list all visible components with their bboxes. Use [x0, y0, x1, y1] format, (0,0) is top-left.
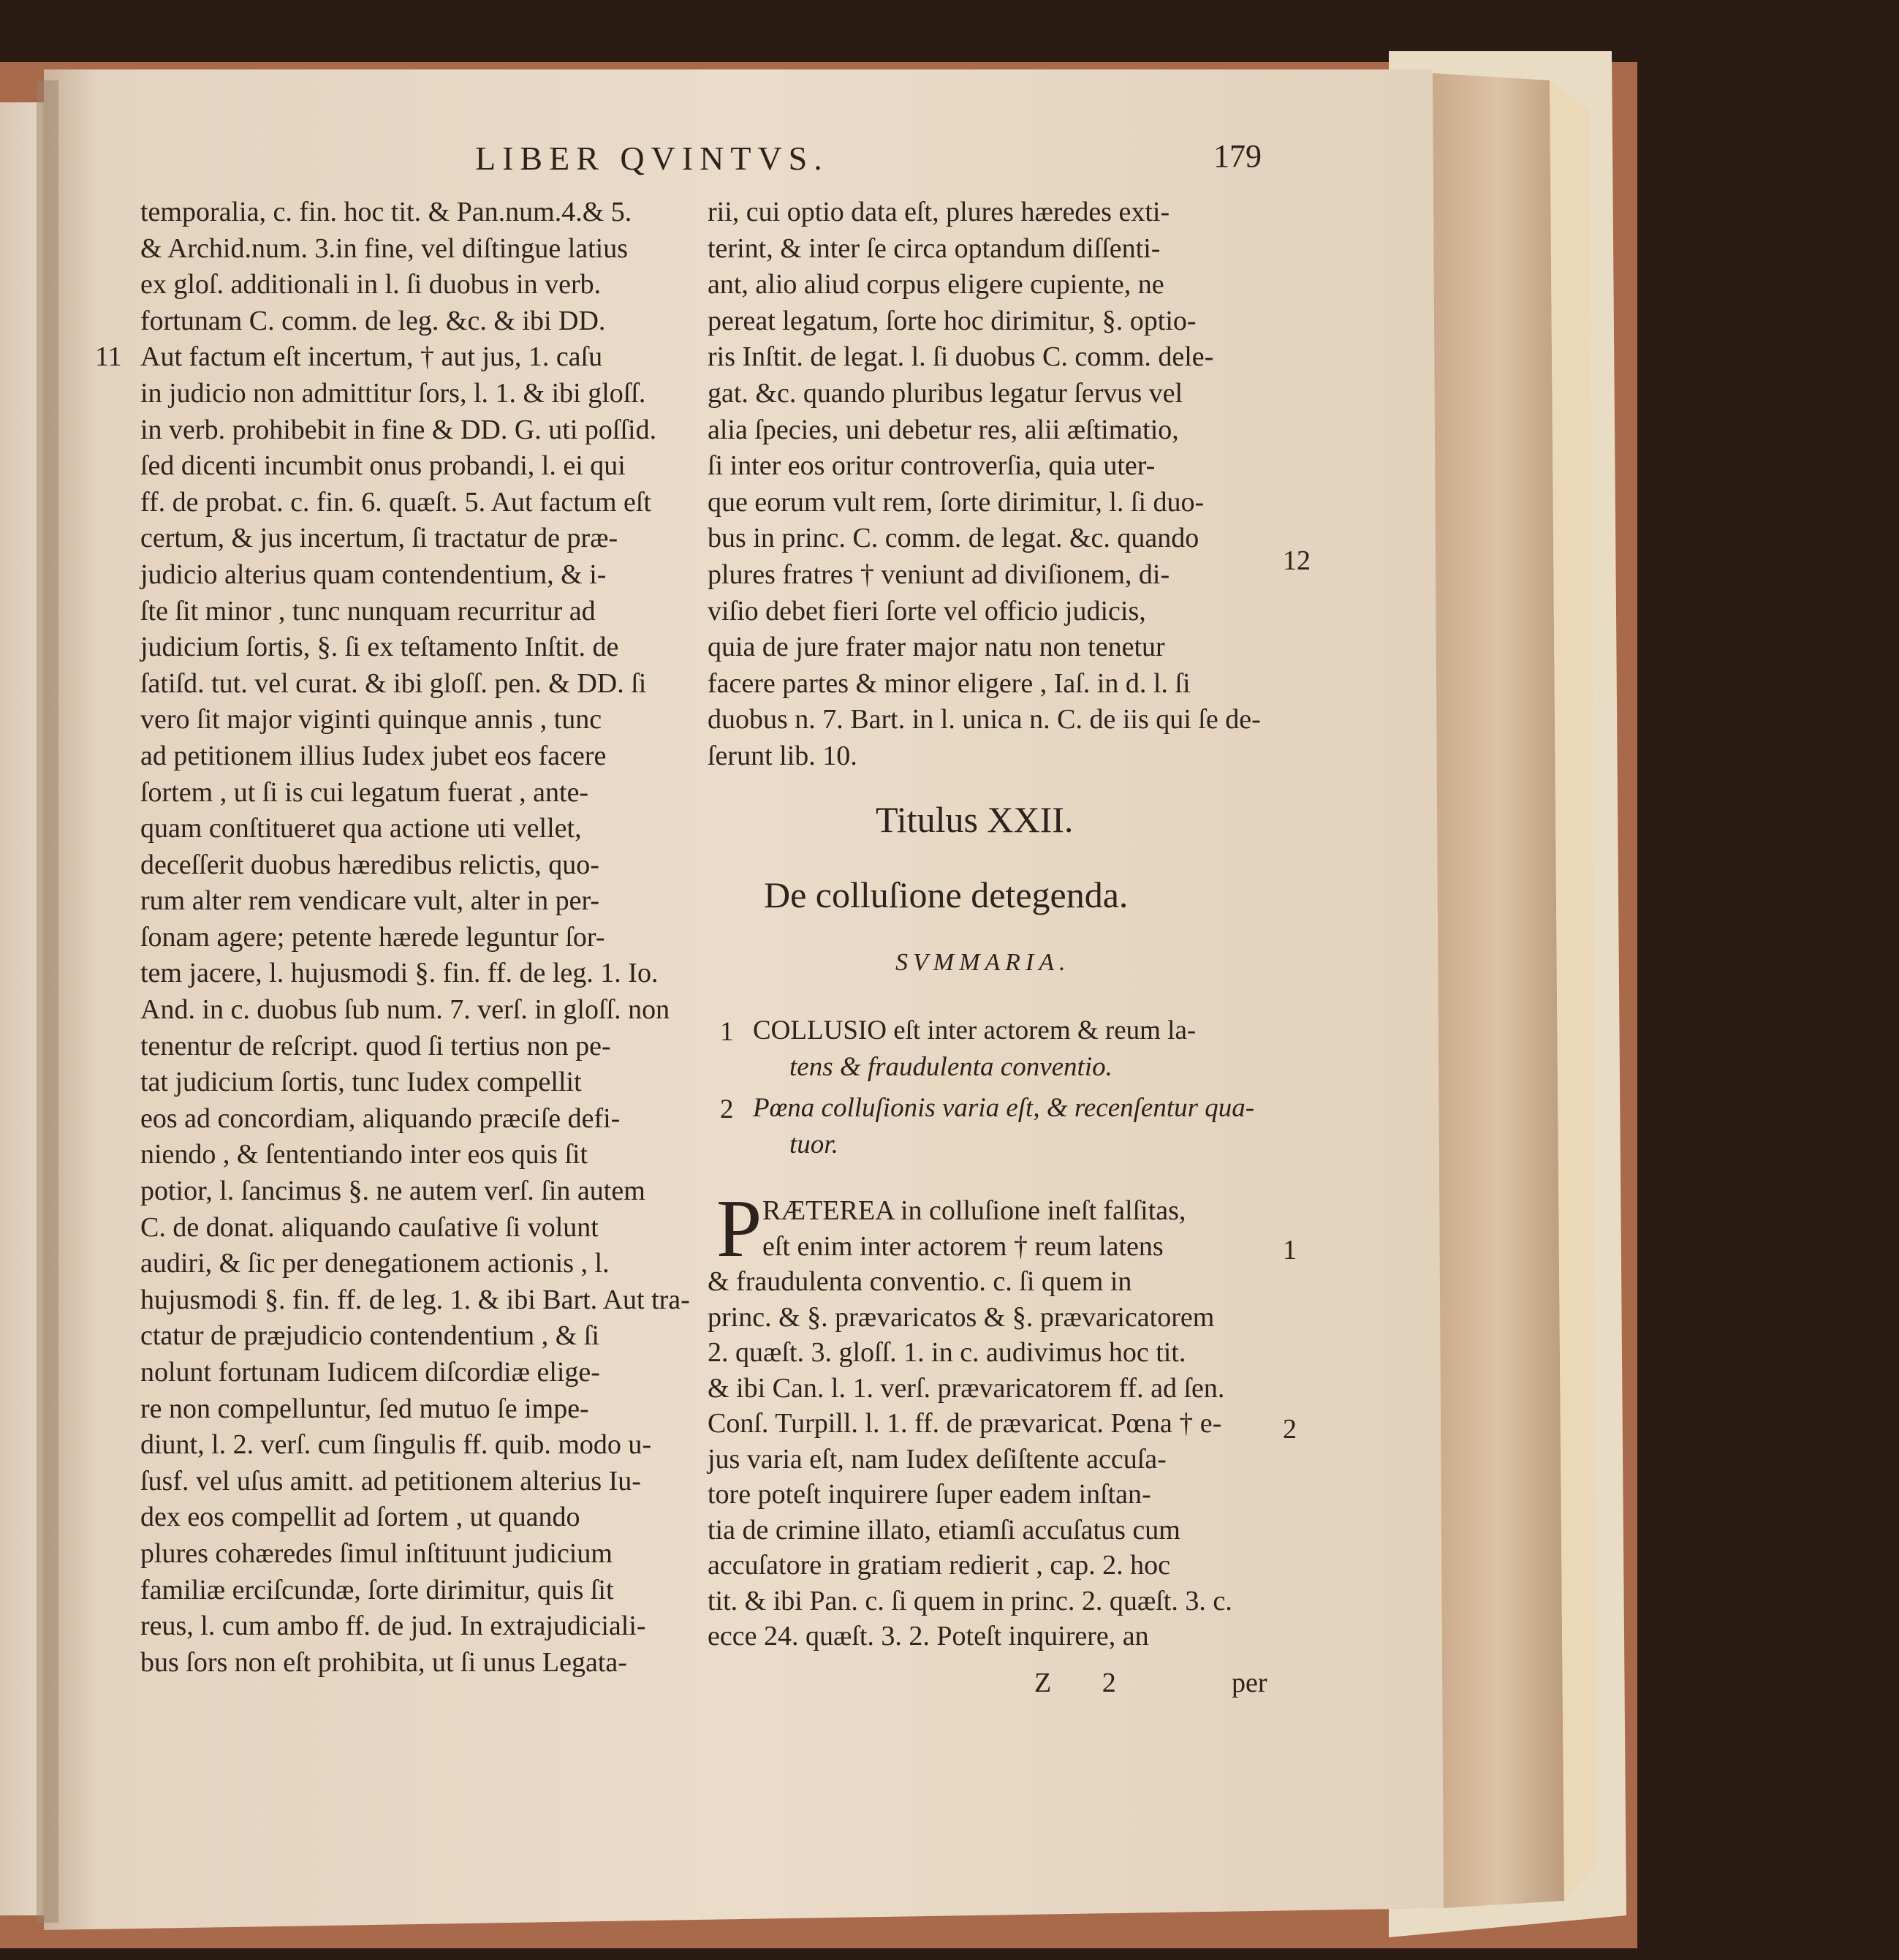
drop-capital: P [716, 1184, 762, 1274]
text-line: & ibi Can. l. 1. verſ. prævaricatorem ff. ad ſen. [708, 1372, 1225, 1404]
text-line: que eorum vult rem, ſorte dirimitur, l. ſi duo- [708, 486, 1205, 518]
text-line: tenentur de reſcript. quod ſi tertius non pe- [140, 1030, 611, 1062]
text-line: ris Inſtit. de legat. l. ſi duobus C. comm. dele- [708, 341, 1214, 373]
margin-number-1: 1 [1283, 1235, 1297, 1265]
text-line: temporalia, c. fin. hoc tit. & Pan.num.4.& 5. [140, 197, 632, 227]
text-line: facere partes & minor eligere , Iaſ. in d. l. ſi [708, 667, 1191, 699]
signature-mark: Z 2 [1034, 1668, 1138, 1698]
text-line: eos ad concordiam, aliquando præciſe defi- [140, 1102, 621, 1134]
text-line: tore poteſt inquirere ſuper eadem inſtan- [708, 1479, 1151, 1510]
running-head: LIBER QVINTVS. [475, 140, 829, 177]
summaria-heading: SVMMARIA. [895, 949, 1071, 976]
text-line: accuſatore in gratiam redierit , cap. 2. hoc [708, 1550, 1171, 1581]
margin-number-12: 12 [1283, 545, 1311, 576]
text-line: ſonam agere; petente hærede leguntur ſor- [140, 921, 605, 953]
page-number: 179 [1213, 138, 1262, 174]
text-line: alia ſpecies, uni debetur res, alii æſtimatio, [708, 414, 1179, 445]
text-line: tia de crimine illato, etiamſi accuſatus cum [708, 1514, 1180, 1545]
text-line: RÆTEREA in colluſione ineſt falſitas, [762, 1195, 1186, 1226]
text-line: in judicio non admittitur ſors, l. 1. & ibi gloſſ. [140, 377, 646, 409]
text-line: tit. & ibi Pan. c. ſi quem in princ. 2. quæſt. 3. c. [708, 1585, 1232, 1616]
text-line: judicio alterius quam contendentium, & i- [140, 559, 607, 590]
margin-number-11: 11 [95, 341, 122, 372]
text-line: quia de jure frater major natu non tenetur [708, 632, 1165, 663]
text-line: duobus n. 7. Bart. in l. unica n. C. de iis qui ſe de- [708, 704, 1261, 735]
text-line: reus, l. cum ambo ff. de jud. In extrajudiciali- [140, 1611, 646, 1642]
text-line: judicium ſortis, §. ſi ex teſtamento Inſtit. de [140, 632, 619, 663]
text-line: audiri, & ſic per denegationem actionis , l. [140, 1248, 610, 1279]
text-line: plures cohæredes ſimul inſtituunt judicium [140, 1537, 613, 1569]
text-line: jus varia eſt, nam Iudex deſiſtente accuſa- [708, 1443, 1167, 1475]
text-line: nolunt fortunam Iudicem diſcordiæ elige- [140, 1357, 600, 1388]
text-line: potior, l. ſancimus §. ne autem verſ. ſin autem [140, 1176, 645, 1207]
text-line: ecce 24. quæſt. 3. 2. Poteſt inquirere, an [708, 1621, 1149, 1651]
text-line: quam conſtitueret qua actione uti vellet, [140, 813, 582, 844]
text-line: diunt, l. 2. verſ. cum ſingulis ff. quib. modo u- [140, 1429, 652, 1461]
summary-item-number: 1 [720, 1017, 734, 1047]
text-line: bus ſors non eſt prohibita, ut ſi unus Legata- [140, 1646, 627, 1678]
text-line: Conſ. Turpill. l. 1. ff. de prævaricat. Pœna † e- [708, 1408, 1222, 1439]
summary-item-text: COLLUSIO eſt inter actorem & reum la- [753, 1015, 1197, 1045]
text-line: plures fratres † veniunt ad diviſionem, di- [708, 559, 1170, 590]
text-line: viſio debet fieri ſorte vel officio judicis, [708, 595, 1146, 627]
text-line: re non compelluntur, ſed mutuo ſe impe- [140, 1393, 589, 1424]
body-text [708, 1193, 1278, 1654]
text-line: ant, alio aliud corpus eligere cupiente, ne [708, 269, 1164, 300]
text-line: ſortem , ut ſi is cui legatum fuerat , ante- [140, 776, 589, 808]
text-line: C. de donat. aliquando cauſative ſi volunt [140, 1211, 599, 1243]
text-line: terint, & inter ſe circa optandum diſſenti- [708, 232, 1161, 264]
title-heading: De colluſione detegenda. [764, 874, 1129, 915]
text-line: ſte ſit minor , tunc nunquam recurritur ad [140, 595, 596, 627]
text-line: 2. quæſt. 3. gloſſ. 1. in c. audivimus hoc tit. [708, 1337, 1186, 1368]
text-line: rum alter rem vendicare vult, alter in per- [140, 885, 600, 917]
margin-number-2: 2 [1283, 1414, 1297, 1445]
text-line: ff. de probat. c. fin. 6. quæſt. 5. Aut factum eſt [140, 486, 651, 518]
text-line: ſed dicenti incumbit onus probandi, l. ei qui [140, 450, 626, 482]
text-line: dex eos compellit ad ſortem , ut quando [140, 1502, 580, 1533]
text-line: And. in c. duobus ſub num. 7. verſ. in gloſſ. non [140, 994, 670, 1026]
right-column-text [708, 194, 1278, 775]
text-line: vero ſit major viginti quinque annis , tunc [140, 704, 602, 735]
text-line: deceſſerit duobus hæredibus relictis, quo- [140, 849, 599, 880]
summary-item-text: tens & fraudulenta conventio. [789, 1052, 1113, 1082]
text-line: ex gloſ. additionali in l. ſi duobus in verb. [140, 269, 602, 300]
summary-item-text: tuor. [789, 1130, 838, 1159]
text-line: gat. &c. quando pluribus legatur ſervus vel [708, 377, 1183, 409]
text-line: fortunam C. comm. de leg. &c. & ibi DD. [140, 305, 606, 336]
text-line: in verb. prohibebit in fine & DD. G. uti poſſid. [140, 414, 657, 445]
text-line: niendo , & ſententiando inter eos quis ſit [140, 1139, 588, 1170]
text-line: ad petitionem illius Iudex jubet eos facere [140, 740, 607, 771]
text-line: ſusf. vel uſus amitt. ad petitionem alterius Iu- [140, 1465, 641, 1497]
text-line: rii, cui optio data eſt, plures hæredes exti- [708, 197, 1170, 227]
text-line: bus in princ. C. comm. de legat. &c. quando [708, 523, 1199, 554]
text-line: & fraudulenta conventio. c. ſi quem in [708, 1266, 1132, 1297]
text-line: certum, & jus incertum, ſi tractatur de præ- [140, 523, 618, 554]
text-line: tem jacere, l. hujusmodi §. fin. ff. de leg. 1. Io. [140, 958, 659, 989]
text-line: tat judicium ſortis, tunc Iudex compellit [140, 1067, 582, 1098]
text-line: & Archid.num. 3.in fine, vel diſtingue latius [140, 232, 629, 264]
text-line: familiæ erciſcundæ, ſorte dirimitur, quis ſit [140, 1574, 614, 1605]
text-line: hujusmodi §. fin. ff. de leg. 1. & ibi Bart. Aut tra- [140, 1284, 690, 1315]
text-line: princ. & §. prævaricatos & §. prævaricatorem [708, 1301, 1215, 1333]
text-line: ctatur de præjudicio contendentium , & ſi [140, 1320, 599, 1352]
text-line: ſatiſd. tut. vel curat. & ibi gloſſ. pen. & DD. ſi [140, 667, 647, 699]
text-line: Aut factum eſt incertum, † aut jus, 1. caſu [140, 341, 603, 373]
left-column-text [140, 194, 690, 1681]
text-line: pereat legatum, ſorte hoc dirimitur, §. optio- [708, 305, 1197, 336]
text-line: ſi inter eos oritur controverſia, quia uter- [708, 450, 1156, 482]
summary-item-number: 2 [720, 1094, 734, 1124]
text-line: eſt enim inter actorem † reum latens [762, 1230, 1164, 1262]
title-number: Titulus XXII. [876, 799, 1074, 840]
summary-item-text: Pœna colluſionis varia eſt, & recenſentur qua- [753, 1093, 1255, 1123]
text-line: ſerunt lib. 10. [708, 740, 857, 771]
catchword: per [1232, 1668, 1267, 1698]
